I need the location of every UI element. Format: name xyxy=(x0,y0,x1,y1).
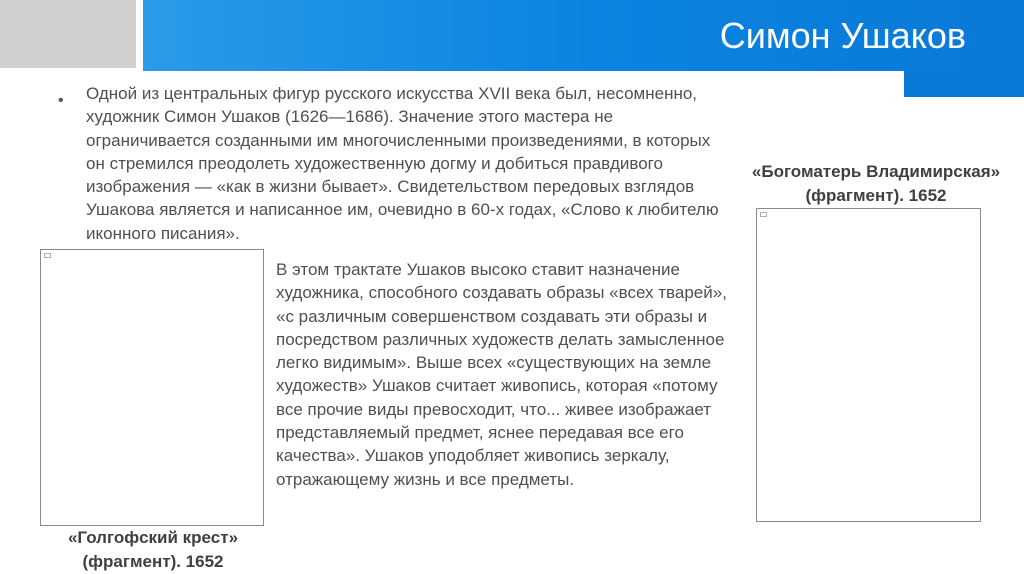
caption-right-date: (фрагмент). 1652 xyxy=(805,186,947,205)
title-bar xyxy=(143,0,1024,71)
caption-left-date: (фрагмент). 1652 xyxy=(82,552,224,571)
caption-left-title: «Голгофский крест» xyxy=(67,528,239,547)
image-golgotha-cross xyxy=(40,249,264,526)
slide-title: Симон Ушаков xyxy=(719,15,966,56)
caption-golgotha-cross xyxy=(42,526,264,574)
paragraph-intro: Одной из центральных фигур русского искусства XVII века был, несомненно, художник Симон Ушаков (1626—1686). Значение этого мастера не ограничивается созданными им многочисленными произведениями, в которых он стремился преодолеть художественную догму и добиться правдивого изображения — «как в жизни бывает». Свидетельством передовых взглядов Ушакова является и написанное им, очевидно в 60-х годах, «Слово к любителю иконного писания». xyxy=(86,84,719,243)
caption-vladimir-mother-of-god xyxy=(736,160,1016,208)
title-bar-tab xyxy=(904,71,1024,97)
broken-image-icon xyxy=(760,212,767,217)
header-grey-block xyxy=(0,0,136,68)
paragraph-treatise: В этом трактате Ушаков высоко ставит назначение художника, способного создавать образы «всех тварей», «с различным совершенством создавать эти образы и посредством различных художеств делать замысленное легко видимым». Выше всех «существующих на земле художеств» Ушаков считает живопись, которая «потому все прочие виды превосходит, что... живее изображает представляемый предмет, яснее передавая все его качества». Ушаков уподобляет живопись зеркалу, отражающему жизнь и все предметы. xyxy=(276,260,727,489)
image-vladimir-mother-of-god xyxy=(756,208,981,522)
caption-right-title: «Богоматерь Владимирская» xyxy=(751,162,1001,181)
broken-image-icon xyxy=(44,253,51,258)
bullet-marker: • xyxy=(58,92,64,109)
